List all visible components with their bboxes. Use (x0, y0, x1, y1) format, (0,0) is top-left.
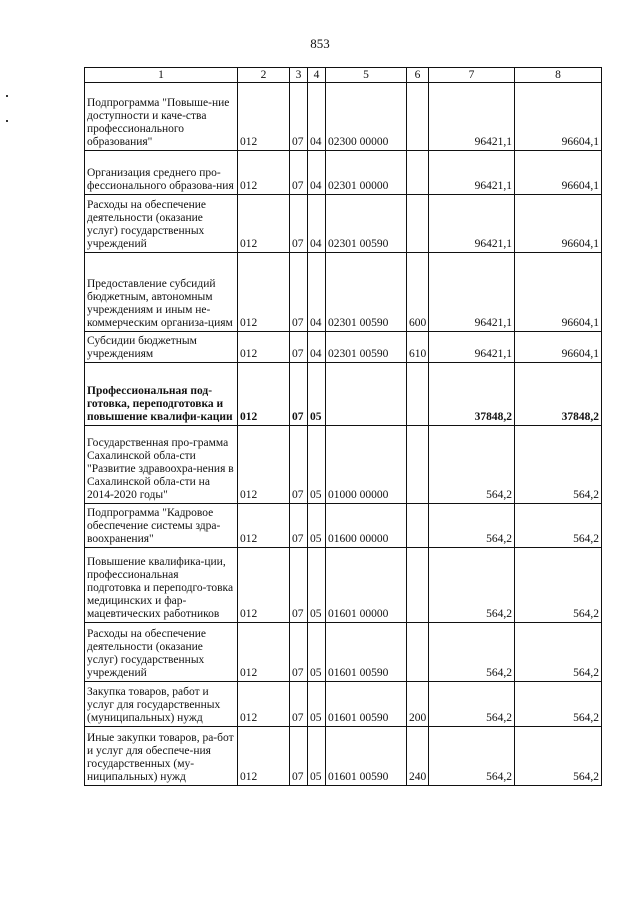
subsection-code: 04 (308, 83, 326, 151)
section-code: 07 (290, 426, 308, 504)
ministry-code: 012 (238, 83, 290, 151)
row-name: Подпрограмма "Кадровое обеспечение системы здра-воохранения" (85, 504, 238, 548)
column-header: 8 (515, 68, 602, 83)
column-header: 2 (238, 68, 290, 83)
expense-type-code: 240 (407, 727, 429, 786)
subsection-code: 05 (308, 727, 326, 786)
ministry-code: 012 (238, 504, 290, 548)
row-name: Подпрограмма "Повыше-ние доступности и каче-ства профессионального образования" (85, 83, 238, 151)
amount-2: 96604,1 (515, 151, 602, 195)
amount-2: 96604,1 (515, 195, 602, 253)
column-header: 3 (290, 68, 308, 83)
row-name: Иные закупки товаров, ра-бот и услуг для обеспече-ния государственных (му-ниципальных) нужд (85, 727, 238, 786)
expense-type-code (407, 426, 429, 504)
section-code: 07 (290, 151, 308, 195)
subsection-code: 05 (308, 623, 326, 682)
target-code (326, 363, 407, 426)
amount-2: 564,2 (515, 682, 602, 727)
table-row (85, 682, 602, 727)
ministry-code: 012 (238, 426, 290, 504)
row-name: Повышение квалифика-ции, профессиональная подготовка и переподго-товка медицинских и фар-мацевтических работников (85, 548, 238, 623)
ministry-code: 012 (238, 253, 290, 332)
expense-type-code: 610 (407, 332, 429, 363)
section-code: 07 (290, 253, 308, 332)
target-code: 02300 00000 (326, 83, 407, 151)
amount-1: 564,2 (429, 504, 515, 548)
column-header: 6 (407, 68, 429, 83)
row-name: Расходы на обеспечение деятельности (оказание услуг) государственных учреждений (85, 623, 238, 682)
table-row (85, 548, 602, 623)
amount-2: 37848,2 (515, 363, 602, 426)
target-code: 01601 00590 (326, 682, 407, 727)
amount-1: 564,2 (429, 623, 515, 682)
amount-2: 564,2 (515, 548, 602, 623)
column-header: 1 (85, 68, 238, 83)
target-code: 01601 00590 (326, 623, 407, 682)
amount-1: 564,2 (429, 548, 515, 623)
section-code: 07 (290, 727, 308, 786)
expense-type-code (407, 195, 429, 253)
ministry-code: 012 (238, 727, 290, 786)
amount-2: 564,2 (515, 504, 602, 548)
expense-type-code (407, 151, 429, 195)
ministry-code: 012 (238, 151, 290, 195)
table-row (85, 151, 602, 195)
subsection-code: 04 (308, 332, 326, 363)
target-code: 01601 00000 (326, 548, 407, 623)
column-header: 4 (308, 68, 326, 83)
amount-2: 564,2 (515, 727, 602, 786)
row-name: Закупка товаров, работ и услуг для государственных (муниципальных) нужд (85, 682, 238, 727)
subsection-code: 05 (308, 426, 326, 504)
table-row (85, 83, 602, 151)
table-header-row (85, 68, 602, 83)
table-row (85, 332, 602, 363)
expense-type-code (407, 83, 429, 151)
amount-1: 564,2 (429, 727, 515, 786)
target-code: 01601 00590 (326, 727, 407, 786)
section-code: 07 (290, 195, 308, 253)
table-row (85, 195, 602, 253)
column-header: 5 (326, 68, 407, 83)
target-code: 01600 00000 (326, 504, 407, 548)
target-code: 02301 00590 (326, 332, 407, 363)
table-row (85, 623, 602, 682)
budget-table (84, 67, 602, 786)
subsection-code: 05 (308, 363, 326, 426)
target-code: 01000 00000 (326, 426, 407, 504)
target-code: 02301 00000 (326, 151, 407, 195)
amount-1: 96421,1 (429, 151, 515, 195)
row-name: Государственная про-грамма Сахалинской обла-сти "Развитие здравоохра-нения в Сахалинской обла-сти на 2014-2020 годы" (85, 426, 238, 504)
table-row (85, 727, 602, 786)
expense-type-code: 200 (407, 682, 429, 727)
section-code: 07 (290, 623, 308, 682)
amount-1: 564,2 (429, 426, 515, 504)
amount-1: 96421,1 (429, 83, 515, 151)
expense-type-code: 600 (407, 253, 429, 332)
amount-2: 564,2 (515, 426, 602, 504)
section-code: 07 (290, 332, 308, 363)
amount-1: 37848,2 (429, 363, 515, 426)
expense-type-code (407, 363, 429, 426)
amount-2: 564,2 (515, 623, 602, 682)
ministry-code: 012 (238, 623, 290, 682)
subsection-code: 05 (308, 504, 326, 548)
amount-2: 96604,1 (515, 253, 602, 332)
row-name: Субсидии бюджетным учреждениям (85, 332, 238, 363)
ministry-code: 012 (238, 332, 290, 363)
column-header: 7 (429, 68, 515, 83)
row-name: Профессиональная под-готовка, переподготовка и повышение квалифи-кации (85, 363, 238, 426)
subsection-code: 04 (308, 253, 326, 332)
section-code: 07 (290, 682, 308, 727)
expense-type-code (407, 623, 429, 682)
ministry-code: 012 (238, 363, 290, 426)
table-row (85, 426, 602, 504)
target-code: 02301 00590 (326, 195, 407, 253)
scan-mark (6, 95, 8, 97)
page-number: 853 (310, 36, 330, 51)
amount-1: 96421,1 (429, 253, 515, 332)
subsection-code: 05 (308, 682, 326, 727)
row-name: Предоставление субсидий бюджетным, автономным учреждениям и иным не-коммерческим организа-циям (85, 253, 238, 332)
amount-2: 96604,1 (515, 83, 602, 151)
section-code: 07 (290, 548, 308, 623)
subsection-code: 04 (308, 195, 326, 253)
section-code: 07 (290, 363, 308, 426)
target-code: 02301 00590 (326, 253, 407, 332)
amount-1: 96421,1 (429, 195, 515, 253)
subsection-code: 05 (308, 548, 326, 623)
amount-1: 96421,1 (429, 332, 515, 363)
ministry-code: 012 (238, 195, 290, 253)
expense-type-code (407, 504, 429, 548)
row-name: Расходы на обеспечение деятельности (оказание услуг) государственных учреждений (85, 195, 238, 253)
amount-2: 96604,1 (515, 332, 602, 363)
section-code: 07 (290, 83, 308, 151)
expense-type-code (407, 548, 429, 623)
table-row (85, 253, 602, 332)
table-row (85, 363, 602, 426)
ministry-code: 012 (238, 548, 290, 623)
subsection-code: 04 (308, 151, 326, 195)
amount-1: 564,2 (429, 682, 515, 727)
table-row (85, 504, 602, 548)
ministry-code: 012 (238, 682, 290, 727)
scan-mark (6, 120, 8, 122)
section-code: 07 (290, 504, 308, 548)
row-name: Организация среднего про-фессионального образова-ния (85, 151, 238, 195)
